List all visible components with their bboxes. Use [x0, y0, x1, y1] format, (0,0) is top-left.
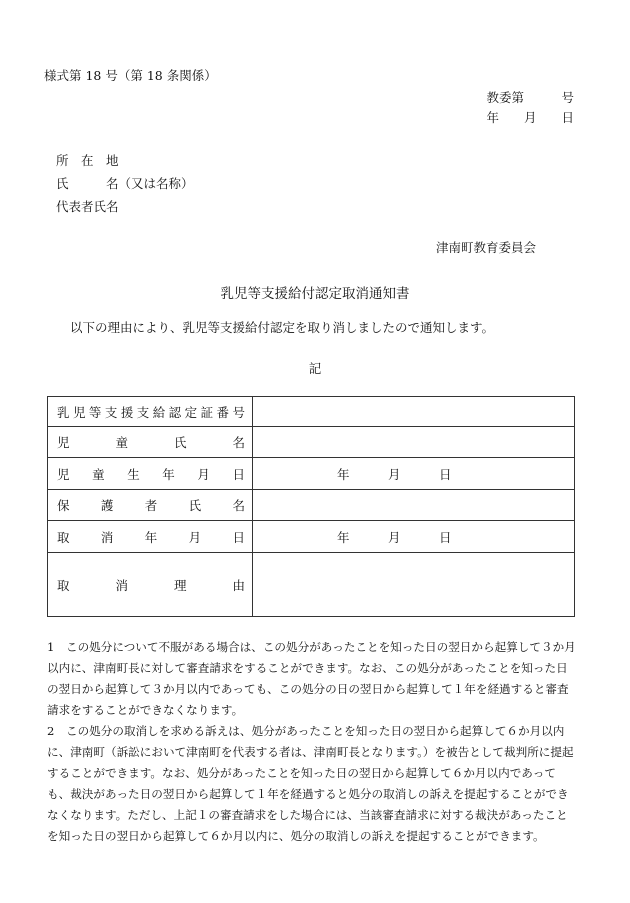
row-value[interactable]: [253, 458, 575, 490]
table-row: [48, 553, 575, 617]
label-char: 取: [57, 529, 70, 545]
document-title: 乳児等支援給付認定取消通知書: [220, 286, 410, 302]
label-char: 証: [200, 404, 214, 420]
label-char: 児: [57, 435, 70, 450]
label-char: 児: [57, 466, 70, 482]
date-unit: 月: [388, 466, 401, 482]
label-char: 氏: [188, 498, 202, 513]
label-char: 消: [100, 529, 114, 545]
row-label: [48, 553, 253, 617]
date-unit: 年: [337, 466, 350, 482]
label-char: 日: [232, 466, 245, 482]
label-char: 生: [127, 466, 140, 482]
label-char: 氏: [173, 435, 187, 450]
label-char: 支: [104, 404, 118, 420]
label-char: 乳: [57, 404, 70, 420]
addressee-block: [56, 149, 194, 218]
intro-text: 以下の理由により、乳児等支援給付認定を取り消しましたので通知します。: [70, 320, 495, 335]
table-row: [48, 397, 575, 427]
note-item: 2 この処分の取消しを求める訴えは、処分があったことを知った日の翌日から起算して６か月以内に、津南町（訴訟において津南町を代表する者は、津南町長となります。）を被告として裁判所に提起することができます。なお、処分があったことを知った日の翌日から起算して６か月以内であっても、裁決があった日の翌日から起算して１年を経過すると処分の取消しの訴えを提起することができなくなります。ただし、上記１の審査請求をした場合には、当該審査請求に対する裁決があったことを知った日の翌日から起算して６か月以内に、処分の取消しの訴えを提起することができます。: [47, 724, 574, 843]
row-value[interactable]: [253, 427, 575, 458]
label-char: 護: [100, 498, 114, 513]
label-char: 理: [173, 577, 187, 593]
label-char: 番: [216, 404, 230, 420]
label-char: 名: [232, 435, 245, 450]
label-char: 消: [115, 577, 128, 593]
date-unit: 日: [439, 529, 452, 545]
label-char: 認: [168, 404, 182, 420]
row-label: [48, 458, 253, 490]
row-label: [48, 397, 253, 427]
label-char: 童: [115, 435, 128, 450]
label-char: 月: [197, 466, 210, 482]
table-row: [48, 521, 575, 553]
label-char: 支: [136, 404, 150, 420]
row-value[interactable]: [253, 397, 575, 427]
table-row: [48, 490, 575, 521]
label-char: 取: [57, 577, 70, 593]
label-char: 名: [232, 498, 245, 513]
label-char: 等: [88, 404, 102, 420]
date-unit: 月: [388, 529, 401, 545]
label-char: 援: [120, 404, 134, 420]
label-char: 日: [232, 529, 245, 545]
label-char: 童: [92, 466, 105, 482]
date-unit: 日: [439, 466, 452, 482]
certificate-table: [47, 396, 575, 617]
label-char: 定: [184, 404, 198, 420]
addressee-representative: 代表者氏名: [56, 199, 119, 214]
issue-date: 年 月 日: [486, 110, 574, 125]
label-char: 給: [152, 404, 166, 420]
label-char: 由: [232, 577, 245, 593]
row-value[interactable]: [253, 553, 575, 617]
issuer-name: 津南町教育委員会: [435, 240, 536, 255]
label-char: 年: [162, 466, 175, 482]
row-value[interactable]: [253, 490, 575, 521]
addressee-location: 所 在 地: [56, 153, 119, 168]
label-char: 者: [144, 498, 158, 513]
date-unit: 年: [337, 529, 350, 545]
row-label: [48, 490, 253, 521]
label-char: 児: [72, 404, 86, 420]
label-char: 月: [188, 529, 202, 545]
label-char: 保: [57, 498, 70, 513]
ki-heading: 記: [308, 361, 322, 376]
form-number: 様式第 18 号（第 18 条関係）: [44, 68, 217, 83]
addressee-name: 氏 名（又は名称）: [56, 176, 194, 191]
label-char: 号: [232, 404, 245, 420]
reference-number: 教委第 号: [486, 90, 574, 105]
row-label: [48, 427, 253, 458]
note-item: 1 この処分について不服がある場合は、この処分があったことを知った日の翌日から起算して３か月以内に、津南町長に対して審査請求をすることができます。なお、この処分があったことを知った日の翌日から起算して３か月以内であっても、この処分の日の翌日から起算して１年を経過すると審査請求をすることができなくなります。: [47, 640, 576, 717]
row-label: [48, 521, 253, 553]
table-row: [48, 427, 575, 458]
row-value[interactable]: [253, 521, 575, 553]
table-row: [48, 458, 575, 490]
notes-section: [47, 637, 577, 847]
label-char: 年: [144, 529, 158, 545]
